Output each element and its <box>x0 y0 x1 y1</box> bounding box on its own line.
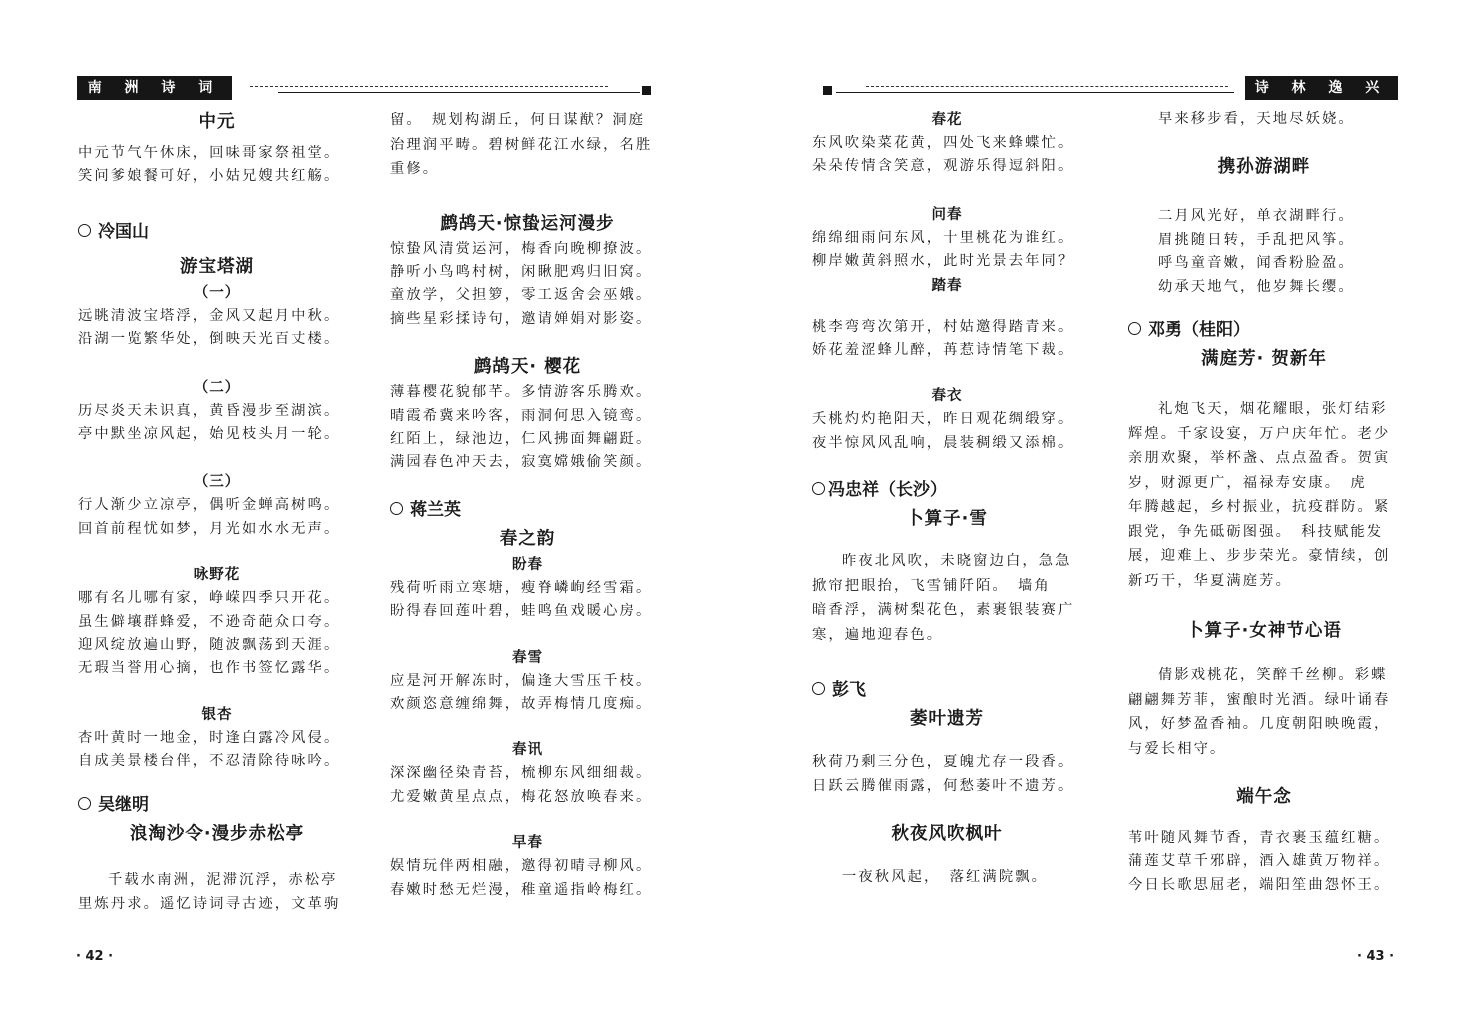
author-name: 彭飞 <box>812 675 1082 705</box>
poem-line: 展，迎难上、步步荣光。豪情续，创 <box>1128 548 1391 565</box>
poem-line: 惊蛰风清赏运河，梅香向晚柳撩波。 <box>390 240 653 257</box>
circle-bullet-icon <box>78 224 91 237</box>
poem-line: 远眺清波宝塔浮，金风又起月中秋。 <box>78 307 341 324</box>
poem-line: 倩影戏桃花，笑醉千丝柳。彩蝶 <box>1158 667 1388 684</box>
poem-line: 寒，遍地迎春色。 <box>812 626 944 643</box>
poem-title: 鹧鸪天· 樱花 <box>473 357 582 378</box>
right-header-square <box>823 86 832 95</box>
poem-line: 满园春色冲天去，寂寞嫦娥偷笑颜。 <box>390 454 653 471</box>
poem-line: 春嫩时愁无烂漫，稚童遥指岭梅红。 <box>390 881 653 898</box>
poem-line: 与爱长相守。 <box>1128 740 1227 757</box>
poem-title: 春衣 <box>931 388 963 405</box>
poem-title: 春花 <box>931 112 963 128</box>
poem-line: 残荷听雨立寒塘，瘦脊嶙峋经雪霜。 <box>390 579 653 596</box>
poem-title: 问春 <box>931 206 963 223</box>
poem-line: 跟党，争先砥砺图强。 科技赋能发 <box>1128 523 1384 540</box>
left-header-dashed-rule <box>250 86 608 87</box>
poem-line: 静听小鸟鸣村树，闲瞅肥鸡归旧窝。 <box>390 263 653 280</box>
poem-line: 应是河开解冻时，偏逢大雪压千枝。 <box>390 672 653 689</box>
poem-line: 掀帘把眼抬，飞雪铺阡陌。 墙角 <box>812 577 1051 594</box>
poem-line: 盼得春回莲叶碧，蛙鸣鱼戏暖心房。 <box>390 603 653 620</box>
circle-bullet-icon <box>390 502 403 515</box>
circle-bullet-icon <box>1128 322 1141 335</box>
page-number-left: · 42 · <box>76 949 114 964</box>
poem-title: 银杏 <box>201 706 233 723</box>
poem-line: 行人渐少立凉亭，偶听金蝉高树鸣。 <box>78 497 341 514</box>
poem-line: 风，好梦盈香袖。几度朝阳映晚霞， <box>1128 716 1391 733</box>
poem-line: 幼承天地气，他岁舞长缨。 <box>1158 278 1355 295</box>
poem-line: 千载水南洲，泥滞沉浮，赤松亭 <box>108 871 338 888</box>
poem-line: 哪有名儿哪有家，峥嵘四季只开花。 <box>78 590 341 607</box>
poem-line: 绵绵细雨问东风，十里桃花为谁红。 <box>812 229 1075 246</box>
right-header-dashed-rule <box>866 86 1228 87</box>
poem-part-number: （一） <box>193 284 241 301</box>
poem-line: 柳岸嫩黄斜照水，此时光景去年同？ <box>812 253 1075 270</box>
poem-line: 夜半惊风风乱响，晨装稠缎又添棉。 <box>812 434 1075 451</box>
poem-line: 回首前程忧如梦，月光如水水无声。 <box>78 520 341 537</box>
poem-title: 早春 <box>512 835 543 852</box>
poem-line: 眉挑随日转，手乱把风筝。 <box>1158 231 1355 248</box>
poem-title: 鹧鸪天·惊蛰运河漫步 <box>440 213 615 234</box>
poem-title: 踏春 <box>931 277 963 294</box>
poem-line: 新巧干，华夏满庭芳。 <box>1128 572 1292 589</box>
left-header-square <box>642 86 651 95</box>
poem-line: 早来移步看，天地尽妖娆。 <box>1158 111 1355 127</box>
poem-line: 笑问爹娘餐可好，小姑兄嫂共红觞。 <box>78 168 341 185</box>
poem-line: 日跃云腾催雨露，何愁萎叶不遗芳。 <box>812 777 1075 794</box>
poem-line: 重修。 <box>390 161 440 177</box>
poem-line: 一夜秋风起， 落红满院飘。 <box>842 869 1049 886</box>
poem-title: 游宝塔湖 <box>180 256 254 277</box>
poem-line: 昨夜北风吹，未晓窗边白，急急 <box>842 553 1072 570</box>
poem-line: 红陌上，绿池边，仁风拂面舞翩跹。 <box>390 430 653 447</box>
poem-line: 自成美景楼台伴，不忍清除待咏吟。 <box>78 753 341 770</box>
column-4 <box>1128 108 1400 897</box>
left-section-header: 南 洲 诗 词 <box>77 76 232 100</box>
poem-line: 今日长歌思屈老，端阳笙曲怨怀王。 <box>1128 876 1391 893</box>
poem-title: 春讯 <box>512 742 543 759</box>
poem-line: 中元节气午休床，回味哥家祭祖堂。 <box>78 145 341 161</box>
poem-line: 辉煌。千家设宴，万户庆年忙。老少 <box>1128 425 1391 442</box>
page-number-right: · 43 · <box>1357 949 1395 964</box>
poem-title: 携孙游湖畔 <box>1217 157 1311 178</box>
poem-title: 盼春 <box>512 556 543 573</box>
poem-line: 秋荷乃剩三分色，夏魄尤存一段香。 <box>812 754 1075 771</box>
poem-line: 虽生僻壤群蜂爱，不逊奇葩众口夸。 <box>78 613 341 630</box>
poem-line: 翩翩舞芳菲，蜜酿时光酒。绿叶诵春 <box>1128 691 1391 708</box>
poem-line: 无瑕当誉用心摘，也作书签忆露华。 <box>78 660 341 677</box>
poem-line: 年腾越起，乡村振业，抗疫群防。紧 <box>1128 499 1391 516</box>
poem-line: 沿湖一览繁华处，倒映天光百丈楼。 <box>78 331 341 348</box>
right-header-solid-rule <box>836 92 1234 93</box>
circle-bullet-icon <box>812 682 825 695</box>
poem-line: 留。 规划构湖丘，何日谋猷？洞庭 <box>390 112 646 128</box>
circle-bullet-icon <box>812 482 825 495</box>
poem-line: 迎风绽放遍山野，随波飘荡到天涯。 <box>78 637 341 654</box>
poem-title: 萎叶遗芳 <box>910 709 984 730</box>
poem-line: 二月风光好，单衣湖畔行。 <box>1158 208 1355 225</box>
poem-title: 卜算子·雪 <box>906 509 988 530</box>
poem-line: 亲朋欢聚，举杯盏、点点盈香。贺寅 <box>1128 450 1391 467</box>
left-header-solid-rule <box>278 92 640 93</box>
poem-line: 蒲莲艾草千邪辟，酒入雄黄万物祥。 <box>1128 853 1391 870</box>
poem-title: 满庭芳· 贺新年 <box>1201 349 1327 370</box>
author-name: 蒋兰英 <box>390 495 665 525</box>
poem-line: 暗香浮，满树梨花色，素裹银装赛广 <box>812 602 1075 619</box>
poem-title: 中元 <box>198 112 236 132</box>
poem-line: 娱情玩伴两相融，邀得初晴寻柳风。 <box>390 858 653 875</box>
poem-line: 杏叶黄时一地金，时逢白露冷风侵。 <box>78 729 341 746</box>
poem-line: 尤爱嫩黄星点点，梅花怒放唤春来。 <box>390 788 653 805</box>
poem-line: 东风吹染菜花黄，四处飞来蜂蝶忙。 <box>812 135 1075 151</box>
poem-series-title: 春之韵 <box>499 528 556 549</box>
poem-line: 岁，财源更广，福禄寿安康。 虎 <box>1128 474 1367 491</box>
poem-part-number: （二） <box>193 379 241 396</box>
poem-line: 礼炮飞天，烟花耀眼，张灯结彩 <box>1158 401 1388 418</box>
poem-title: 咏野花 <box>193 567 241 584</box>
poem-line: 薄暮樱花貌郁芊。多情游客乐腾欢。 <box>390 384 653 401</box>
poem-line: 童放学，父担箩，零工返舍会巫娥。 <box>390 287 653 304</box>
poem-part-number: （三） <box>193 474 241 491</box>
poem-line: 欢颜恣意缠绵舞，故弄梅情几度痴。 <box>390 695 653 712</box>
poem-line: 深深幽径染青苔，梳柳东风细细裁。 <box>390 765 653 782</box>
poem-line: 朵朵传情含笑意，观游乐得逗斜阳。 <box>812 158 1075 175</box>
author-name: 邓勇（桂阳） <box>1128 315 1400 345</box>
poem-line: 亭中默坐凉风起，始见枝头月一轮。 <box>78 426 341 443</box>
right-section-header: 诗 林 逸 兴 <box>1245 76 1398 100</box>
column-2 <box>390 108 665 902</box>
poem-title: 浪淘沙令·漫步赤松亭 <box>129 823 305 844</box>
poem-title: 端午念 <box>1236 787 1292 808</box>
poem-title: 春雪 <box>512 649 543 666</box>
author-name: 吴继明 <box>78 790 356 820</box>
author-name: 冷国山 <box>78 217 356 247</box>
poem-line: 娇花羞涩蜂儿醉，苒惹诗情笔下裁。 <box>812 342 1075 359</box>
column-1 <box>78 108 356 917</box>
poem-line: 里炼丹求。遥忆诗词寻古迹，文革驹 <box>78 896 341 913</box>
circle-bullet-icon <box>78 797 91 810</box>
poem-title: 秋夜风吹枫叶 <box>891 824 1003 845</box>
author-name: 冯忠祥（长沙） <box>812 475 1082 505</box>
column-3 <box>812 108 1082 889</box>
poem-line: 呼鸟童音嫩，闻香粉脸盈。 <box>1158 255 1355 272</box>
poem-line: 夭桃灼灼艳阳天，昨日观花绸缎穿。 <box>812 411 1075 428</box>
poem-line: 桃李弯弯次第开，村姑邀得踏青来。 <box>812 318 1075 335</box>
poem-line: 苇叶随风舞节香，青衣裹玉蕴红糖。 <box>1128 830 1391 847</box>
poem-line: 历尽炎天未识真，黄昏漫步至湖滨。 <box>78 402 341 419</box>
poem-line: 晴霞希冀来吟客，雨洞何思入镜鸾。 <box>390 407 653 424</box>
poem-line: 摘些星彩揉诗句，邀请婵娟对影姿。 <box>390 310 653 327</box>
poem-line: 治理润平畴。碧树鲜花江水绿，名胜 <box>390 136 653 153</box>
poem-title: 卜算子·女神节心语 <box>1186 621 1342 642</box>
